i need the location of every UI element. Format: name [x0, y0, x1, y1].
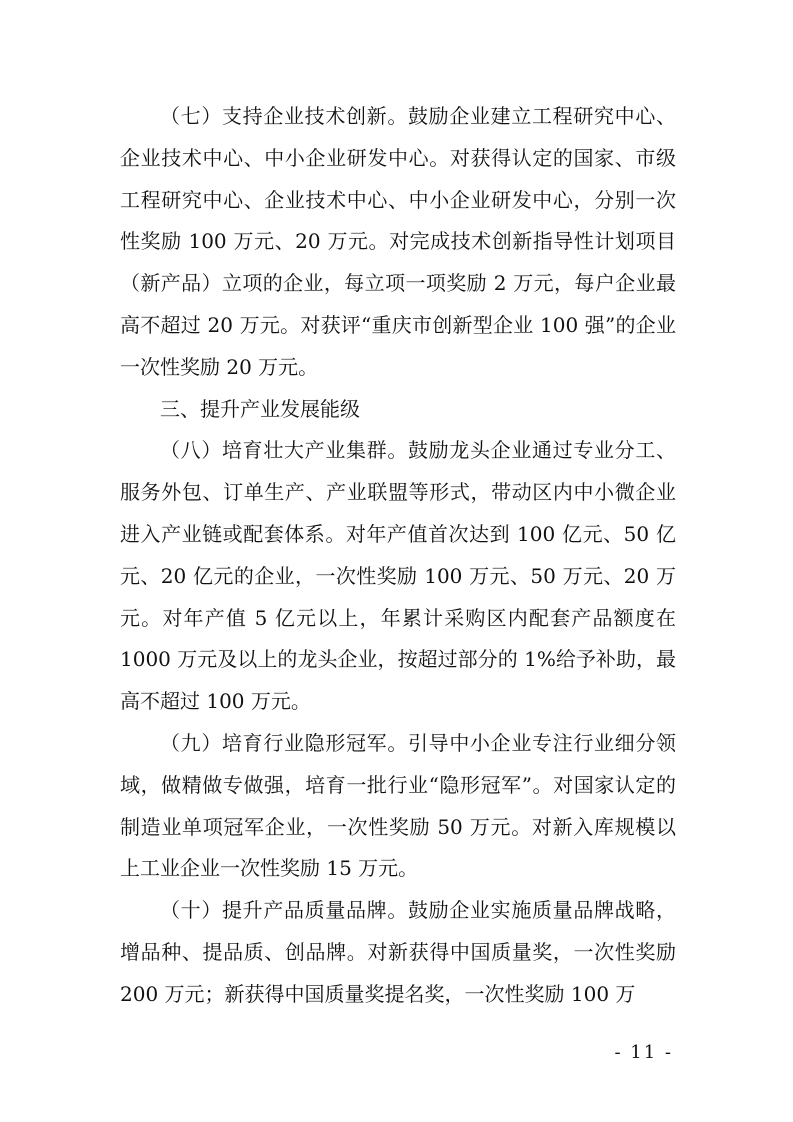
paragraph-hidden-champions: （九）培育行业隐形冠军。引导中小企业专注行业细分领域，做精做专做强，培育一批行业“隐形冠军”。对国家认定的制造业单项冠军企业，一次性奖励 50 万元。对新入库规模以上工业企业一次性奖励 15 万元。 — [120, 730, 676, 881]
page-number: - 11 - — [614, 1042, 673, 1063]
paragraph-quality-brand: （十）提升产品质量品牌。鼓励企业实施质量品牌战略，增品种、提品质、创品牌。对新获得中国质量奖，一次性奖励 200 万元；新获得中国质量奖提名奖，一次性奖励 100 万 — [120, 898, 676, 1006]
section-heading: 三、提升产业发展能级 — [160, 396, 360, 421]
body-text — [120, 96, 676, 1016]
paragraph-industry-clusters: （八）培育壮大产业集群。鼓励龙头企业通过专业分工、服务外包、订单生产、产业联盟等形式，带动区内中小微企业进入产业链或配套体系。对年产值首次达到 100 亿元、50 亿元、20 亿元的企业，一次性奖励 100 万元、50 万元、20 万元。对年产值 5 亿元以上，年累计采购区内配套产品额度在 1000 万元及以上的龙头企业，按超过部分的 1%给予补助，最高不超过 100 万元。 — [120, 438, 676, 714]
paragraph-support-tech-innovation: （七）支持企业技术创新。鼓励企业建立工程研究中心、企业技术中心、中小企业研发中心。对获得认定的国家、市级工程研究中心、企业技术中心、中小企业研发中心，分别一次性奖励 100 万元、20 万元。对完成技术创新指导性计划项目（新产品）立项的企业，每立项一项奖励 2 万元，每户企业最高不超过 20 万元。对获评“重庆市创新型企业 100 强”的企业一次性奖励 20 万元。 — [120, 104, 676, 379]
